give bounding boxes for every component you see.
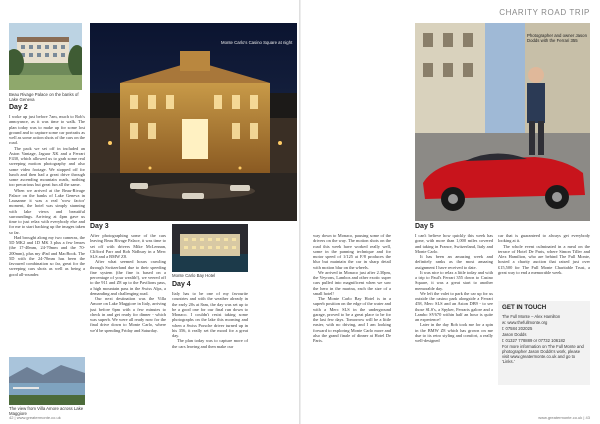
day5-paragraph: It has been an amazing week and definitely ranks as the most amazing assignment I have received to date. [415,254,493,270]
continuation-paragraph: The Monte Carlo Bay Hotel is in a superb position on the edge of the water and with a Merc SLS in the underground garage, proved to be a great place to be for the last few days. Tomorrow will be a little easier, with no driving, and I am looking forward to exploring Monte Carlo more and also the grand finale of dinner at Hotel De Paris. [313,296,391,343]
closing-column [498,233,590,299]
day5-paragraph: We left the valet to park the car up for us outside the casino park alongside a Ferrari 458, Merc SLS and an Aston DB9 - to see those SLS's, a Spyker, Ferraris galore and a Lambo SV670 within half an hour is quite an experience! [415,290,493,322]
contact-website[interactable]: w: www.thefullmonte.org [502,320,548,325]
caption-bay-hotel: Monte Carlo Bay Hotel [172,273,216,278]
day5-paragraph: Later in the day Rob took me for a spin in the BMW Z8 which has grown on me due to its retro styling and comfort, a really well-designed [415,322,493,343]
caption-casino: Monte Carlo's Casino Square at night [221,40,293,45]
day2-paragraph: When we arrived at the Beau-Rivage Palace on the banks of Lake Geneva in Lausanne it was a real 'wow factor' moment, the hotel was simply stunning with lake views and beautiful surroundings. Arriving at 4pm gave us time to just relax with everybody else and for me to start backing up the images taken so far. [9,187,85,235]
day4-heading: Day 4 [172,281,191,288]
get-in-touch-box [498,301,590,385]
day5-column [415,233,493,403]
contact-line: The Full Monte – Alex Hamilton [502,314,561,319]
day3-paragraph: After what seemed hours crawling through Switzerland due to their speeding fine system (the fine is based on a percentage of your wealth!), we veered off to the 911 and Z8 up to the Pavilions pass, a high mountain pass in the Swiss Alps, a demanding and challenging road. [90,259,166,296]
photo-villa-amore [9,357,85,405]
get-in-touch-heading: GET IN TOUCH [502,304,547,311]
day3-column [90,233,166,403]
day2-paragraph: Had brought along my two cameras, the 5D MK2 and 1D MK 3 plus a few lenses (the 17-40mm, 24-70mm and the 70-200mm), plus my iPad and MacBook. The 5D with the 24-70mm has been the favoured combination so far, great for the sweeping cars shots as well as being a good all-rounder. [9,234,85,277]
day2-paragraph: The pack we set off in included an Aston Vantage, Jaguar XK and a Ferrari F430, which allowed us to grab some real sweeping motion photography and also some video footage. We stopped off for lunch and then had a great drive through some ascending mountain roads, nothing too precarious but great fun all the same. [9,145,85,188]
day2-column [9,114,85,350]
contact-line: Jason Dodds [502,332,527,337]
closing-paragraph: The whole event culminated in a meal on the terrace of Hotel De Paris, where Simon Tiller and Alex Hamilton, who are behind The Full Monte, hosted a charity auction that raised just over £15,500 for The Full Monte Charitable Trust, a great way to end a memorable week. [498,243,590,275]
footer-right: www.greatermonte.co.uk | 43 [538,415,590,420]
page-gutter [299,0,301,424]
day5-heading: Day 5 [415,223,434,230]
caption-beau-rivage: Beau Rivage Palace on the banks of Lake Geneva [9,92,79,103]
day3-paragraph: Our next destination was the Villa Amore on Lake Maggiore in Italy, arriving just before 6pm with a few minutes to check in and get ready for dinner - which was superb. We were all ready now for the final drive down to Monte Carlo, where we'd be spending Friday and Saturday. [90,296,166,333]
day5-paragraph: It was nice to relax a little today and with a trip to Paul's Ferrari 355 down to Casino Square, it was a great start to another memorable day. [415,269,493,291]
contact-phone: t: 01327 778889 or 07732 106182 [502,338,566,343]
caption-photographer: Photographer and owner Jason Dodds with the Ferrari 355 [527,33,587,44]
contact-info: For more information on The Full Monte and photographer Jason Dodds's work, please visit www.greatermonte.co.uk and go to 'Links.' [502,344,584,364]
day5-paragraph: I can't believe how quickly this week has gone, with more than 1,000 miles covered and taking in France, Switzerland, Italy and Monte Carlo. [415,233,493,254]
closing-paragraph: car that is guaranteed to always get everybody looking at it. [498,233,590,244]
photo-ferrari [415,23,590,221]
day4-paragraph: The plan today was to capture more of the cars leaving and then make our [172,338,248,349]
day2-paragraph: I woke up just before 7am, much to Rob's annoyance, as it was time to walk. The plan today was to make up for some lost ground and to capture some car portraits as well as some action shots of the cars on the road. [9,114,85,146]
day3-paragraph: After photographing some of the cars leaving Beau Rivage Palace, it was time to set off with drivers Mike McLennan, Clifford Parr and Rob Nidbury in a Merc SLS and a BMW Z8. [90,233,166,259]
day4-column [172,291,248,403]
day4-paragraph: Italy has to be one of my favourite countries and with the weather already in the early 20s at 8am, the day was set up to be a good one for our final run down to Monaco. I couldn't resist taking some photographs on the lake this morning and when a Swiss Porsche driver turned up in his 356, it really set the mood for a great day. [172,291,248,338]
photo-bay-hotel [172,224,248,272]
contact-phone: t: 07584 202025 [502,326,533,331]
photo-beau-rivage [9,23,82,90]
footer-left: 42 | www.greatermonte.co.uk [9,415,61,420]
continuation-column [313,233,391,403]
day3-heading: Day 3 [90,223,109,230]
continuation-paragraph: way down to Monaco, pausing some of the drivers on the way. The motion shots on the road this week have worked really well, some in the panning technique and for motor speed of 1/125 at F/8 produces the blur but maintain the car in sharp detail with motion blur on the wheels. [313,233,391,270]
caption-villa-amore: The view from Villa Amore across Lake Maggiore [9,406,84,417]
day2-heading: Day 2 [9,104,28,111]
photo-casino-square [90,23,297,221]
continuation-paragraph: We arrived in Monaco just after 2.30pm, the Veyrons, Lambos and other exotic super cars pulled into magnificent when we saw the hero in the marina, each the size of a small hotel! [313,269,391,296]
section-title: CHARITY ROAD TRIP [499,8,590,17]
